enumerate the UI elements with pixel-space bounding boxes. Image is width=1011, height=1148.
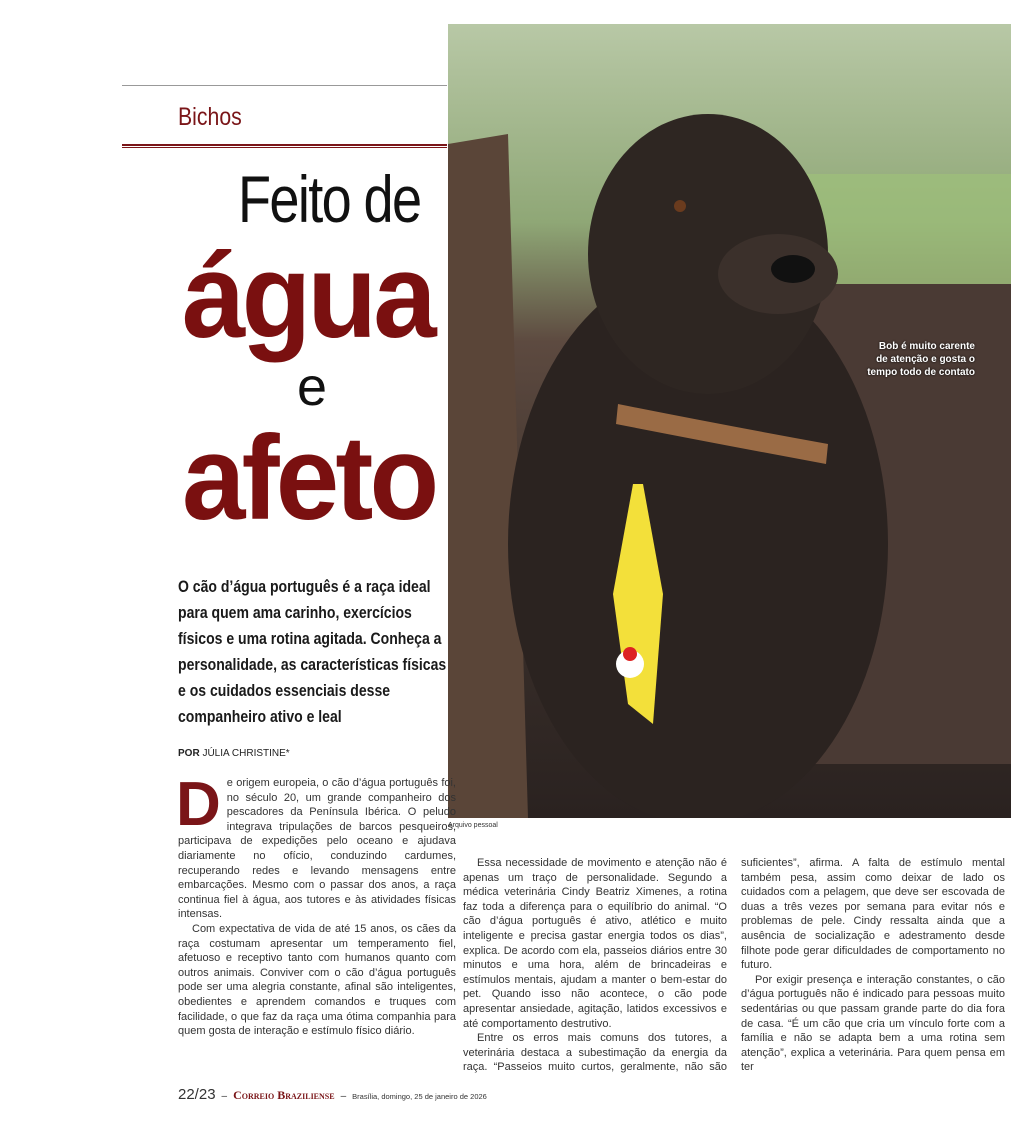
byline-prefix: POR bbox=[178, 748, 200, 759]
body-column-1 bbox=[176, 770, 456, 1039]
headline-line-3: e bbox=[297, 357, 326, 417]
section-rule bbox=[122, 144, 447, 148]
photo-credit: Arquivo pessoal bbox=[448, 822, 498, 829]
headline-line-4: afeto bbox=[182, 411, 436, 545]
paragraph-5: Por exigir presença e interação constantes, o cão d’água português não é indicado para pessoas muito sedentárias ou que passam grande parte do dia fora de casa. “É um cão que cria um vínculo forte com a família e não se adapta bem a uma rotina sem atenção”, explica a veterinária. Para quem pensa em ter bbox=[741, 973, 1005, 1074]
dog-photo bbox=[448, 24, 1011, 818]
paragraph-3: Essa necessidade de movimento e atenção não é apenas um traço de personalidade. Segundo a médica veterinária Cindy Beatriz Ximenes, a rotina faz toda a diferença para o equilíbrio do animal. “O cão d’água português é ativo, atlético e muito inteligente e precisa gastar energia todos os dias”, explica. De acordo com ela, passeios diários entre 30 minutos e uma hora, além de brincadeiras e estímulos mentais, ajudam a manter o bem-estar do pet. Quando isso não acontece, o cão pode apresentar ansiedade, agitação, latidos excessivos e até comportamento destrutivo. bbox=[463, 857, 727, 1030]
drop-cap: D bbox=[176, 770, 221, 839]
headline-line-1: Feito de bbox=[238, 162, 421, 236]
headline-line-2: água bbox=[182, 229, 433, 363]
page-numbers: 22/23 bbox=[178, 1086, 216, 1103]
newspaper-brand: Correio Braziliense bbox=[233, 1088, 335, 1102]
paragraph-2: Com expectativa de vida de até 15 anos, os cães da raça costumam apresentar um temperamento fiel, afetuoso e receptivo tanto com humanos quanto com outros animais. Conviver com o cão d’água português pode ser uma alegria constante, afinal são inteligentes, obedientes e aprendem comandos e truques com facilidade, o que faz da raça uma ótima companhia para quem gosta de interação e estímulo físico diário. bbox=[178, 922, 456, 1038]
section-label: Bichos bbox=[178, 103, 242, 131]
paragraph-4: Entre os erros mais comuns dos tutores, a veterinária destaca a subestimação da energia da raça. “Passeios muito curtos, geralmente, não são suficientes”, afirma. A falta de estímulo mental também pesa, assim como deixar de lado os cuidados com a pelagem, que deve ser escovada de duas a três vezes por semana para evitar nós e problemas de pele. Cindy ressalta ainda que a ausência de socialização e adestramento desde filhote pode gerar dificuldades de comportamento no futuro. bbox=[463, 857, 1005, 1074]
byline-author: JÚLIA CHRISTINE* bbox=[202, 748, 290, 759]
footer-separator: – bbox=[221, 1091, 228, 1102]
body-columns-2-3 bbox=[463, 856, 1005, 1075]
dog-illustration bbox=[448, 24, 1011, 818]
photo-caption: Bob é muito carente de atenção e gosta o tempo todo de contato bbox=[867, 341, 975, 378]
footer-separator-2: – bbox=[340, 1091, 347, 1102]
publication-date: Brasília, domingo, 25 de janeiro de 2026 bbox=[352, 1092, 487, 1101]
deck-text: O cão d’água português é a raça ideal para quem ama carinho, exercícios físicos e uma rotina agitada. Conheça a personalidade, as características físicas e os cuidados essenciais desse companheiro ativo e leal bbox=[178, 578, 447, 726]
top-rule bbox=[122, 85, 447, 86]
byline bbox=[178, 748, 290, 760]
paragraph-1: e origem europeia, o cão d’água português foi, no século 20, um grande companheiro dos pescadores da Península Ibérica. O peludo integrava tripulações de barcos pesqueiros, participava de expedições pelo oceano e ajudava diariamente no ofício, conduzindo cardumes, recuperando redes e levando mensagens entre embarcações. Mesmo com o passar dos anos, a raça continua fiel à água, aos tutores e às atividades físicas intensas. bbox=[178, 777, 456, 921]
page-footer bbox=[178, 1086, 487, 1106]
